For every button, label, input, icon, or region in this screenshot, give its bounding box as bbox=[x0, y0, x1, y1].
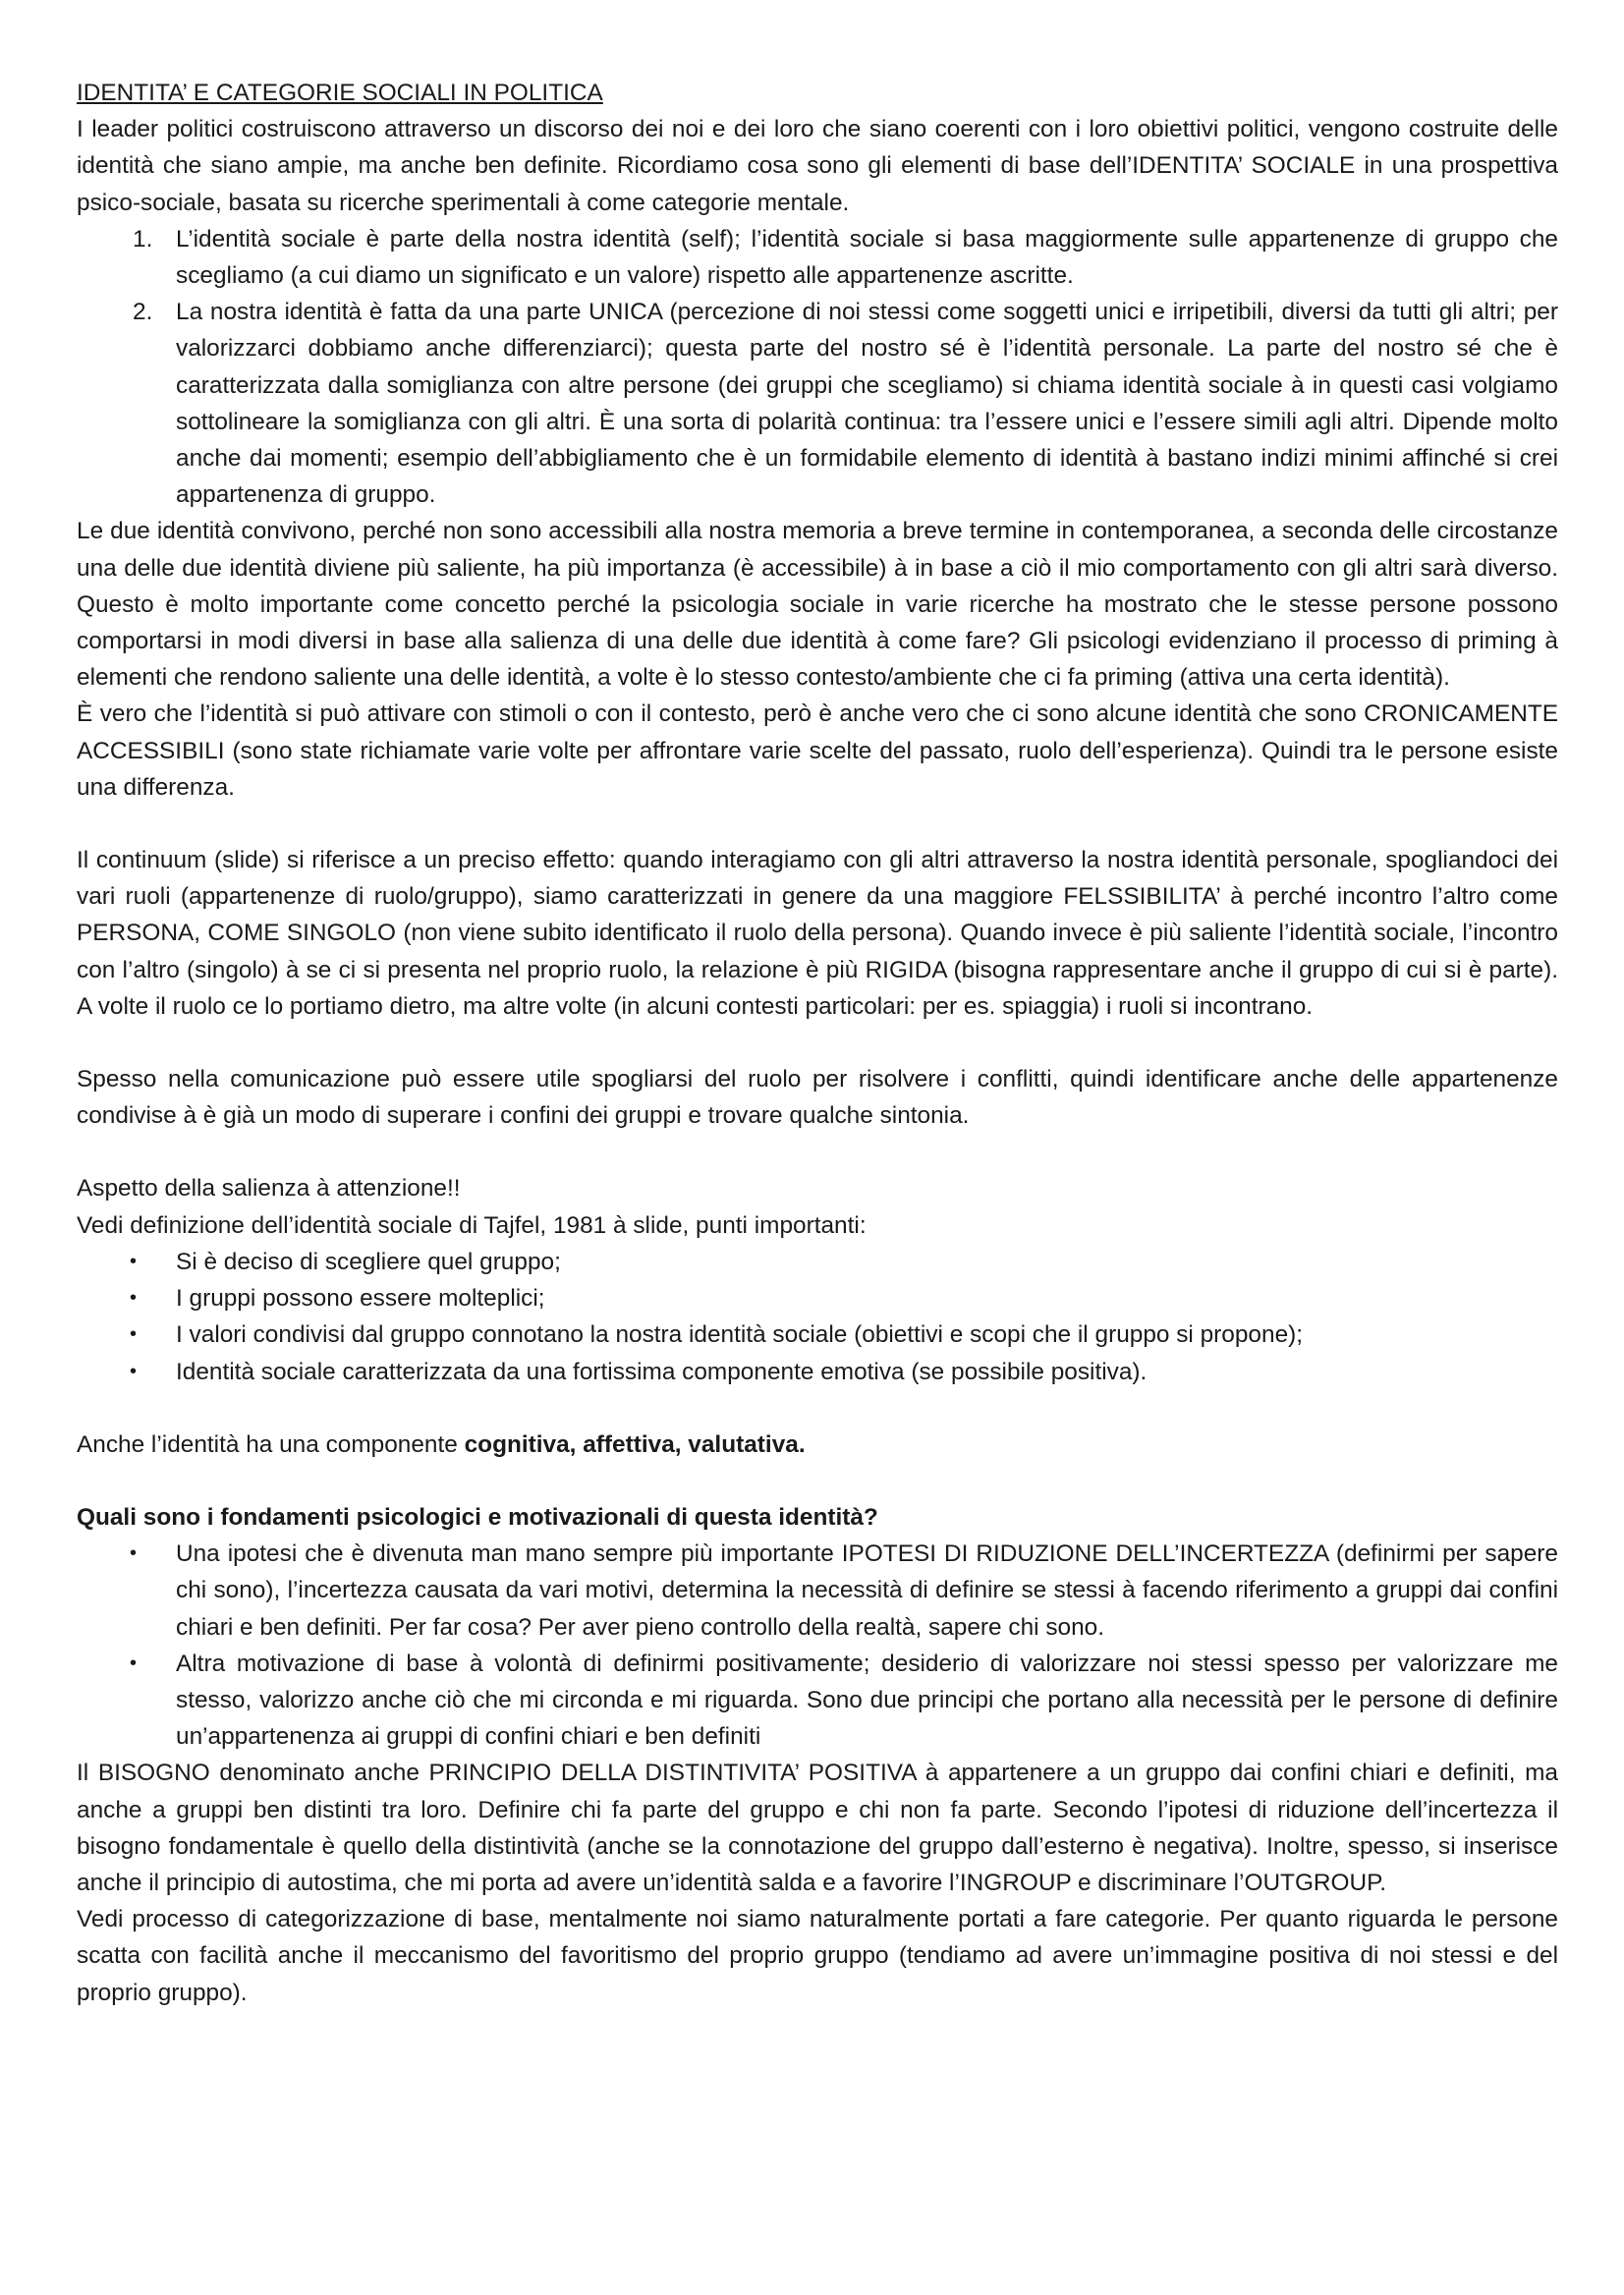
paragraph-cronicamente: È vero che l’identità si può attivare con stimoli o con il contesto, però è anche vero che ci sono alcune identità che sono CRONICAMENTE ACCESSIBILI (sono state richiamate varie volte per affrontare varie scelte del passato, ruolo dell’esperienza). Quindi tra le persone esiste una differenza. bbox=[77, 700, 1558, 801]
bullet-item bbox=[77, 1316, 1558, 1353]
list-number: 1. bbox=[133, 225, 153, 252]
numbered-list bbox=[77, 221, 1558, 514]
section-question bbox=[77, 1499, 1558, 1536]
bullet-icon: • bbox=[130, 1323, 138, 1346]
paragraph-bisogno: Il BISOGNO denominato anche PRINCIPIO DELLA DISTINTIVITA’ POSITIVA à appartenere a un gruppo dai confini chiari e definiti, ma anche a gruppi ben distinti tra loro. Definire chi fa parte del gruppo e chi non fa parte. Secondo l’ipotesi di riduzione dell’incertezza il bisogno fondamentale è quello della distintività (anche se la connotazione del gruppo dall’esterno è negativa). Inoltre, spesso, si inserisce anche il principio di autostima, che mi porta ad avere un’identità salda e a favorire l’INGROUP e discriminare l’OUTGROUP. bbox=[77, 1760, 1558, 1896]
componente-bold: cognitiva, affettiva, valutativa. bbox=[464, 1430, 806, 1458]
bullet-item bbox=[77, 1244, 1558, 1280]
bullet-icon: • bbox=[130, 1360, 138, 1382]
bullet-text: Si è deciso di scegliere quel gruppo; bbox=[176, 1248, 561, 1275]
paragraph-convivono: Le due identità convivono, perché non sono accessibili alla nostra memoria a breve termine in contemporanea, a seconda delle circostanze una delle due identità diviene più saliente, ha più importanza (è accessibile) à in base a ciò il mio comportamento con gli altri sarà diverso. Questo è molto importante come concetto perché la psicologia sociale in varie ricerche ha mostrato che le stesse persone possono comportarsi in modi diversi in base alla salienza di una delle due identità à come fare? Gli psicologi evidenziano il processo di priming à elementi che rendono saliente una delle identità, a volte è lo stesso contesto/ambiente che ci fa priming (attiva una certa identità). bbox=[77, 518, 1558, 692]
spacer bbox=[77, 1463, 1558, 1499]
bullet-item bbox=[77, 1354, 1558, 1390]
paragraph-spesso: Spesso nella comunicazione può essere utile spogliarsi del ruolo per risolvere i conflitti, quindi identificare anche delle appartenenze condivise à è già un modo di superare i confini dei gruppi e trovare qualche sintonia. bbox=[77, 1066, 1558, 1130]
numbered-item bbox=[77, 294, 1558, 513]
list-number: 2. bbox=[133, 299, 153, 326]
bullet-list-tajfel bbox=[77, 1244, 1558, 1390]
bullet-item bbox=[77, 1646, 1558, 1756]
bullet-text: Identità sociale caratterizzata da una fortissima componente emotiva (se possibile positiva). bbox=[176, 1358, 1148, 1385]
bullet-icon: • bbox=[130, 1651, 138, 1674]
question-text: Quali sono i fondamenti psicologici e motivazionali di questa identità? bbox=[77, 1503, 878, 1531]
paragraph-continuum: Il continuum (slide) si riferisce a un preciso effetto: quando interagiamo con gli altri attraverso la nostra identità personale, spogliandoci dei vari ruoli (appartenenze di ruolo/gruppo), siamo caratterizzati in genere da una maggiore FELSSIBILITA’ à perché incontro l’altro come PERSONA, COME SINGOLO (non viene subito identificato il ruolo della persona). Quando invece è più saliente l’identità sociale, l’incontro con l’altro (singolo) à se ci si presenta nel proprio ruolo, la relazione è più RIGIDA (bisogna rappresentare anche il gruppo di cui si è parte). A volte il ruolo ce lo portiamo dietro, ma altre volte (in alcuni contesti particolari: per es. spiaggia) i ruoli si incontrano. bbox=[77, 847, 1558, 1020]
paragraph-categorizzazione: Vedi processo di categorizzazione di base, mentalmente noi siamo naturalmente portati a fare categorie. Per quanto riguarda le persone scatta con facilità anche il meccanismo del favoritismo del proprio gruppo (tendiamo ad avere un’immagine positiva di noi stessi e del proprio gruppo). bbox=[77, 1906, 1558, 2006]
bullet-text: I gruppi possono essere molteplici; bbox=[176, 1285, 545, 1313]
bullet-icon: • bbox=[130, 1287, 138, 1310]
bullet-text: I valori condivisi dal gruppo connotano la nostra identità sociale (obiettivi e scopi che il gruppo si propone); bbox=[176, 1321, 1304, 1349]
bullet-icon: • bbox=[130, 1250, 138, 1272]
paragraph-salienza: Aspetto della salienza à attenzione!! bbox=[77, 1175, 461, 1203]
spacer bbox=[77, 1134, 1558, 1170]
spacer bbox=[77, 1390, 1558, 1427]
bullet-text: Altra motivazione di base à volontà di definirmi positivamente; desiderio di valorizzare noi stessi spesso per valorizzare me stesso, valorizzo anche ciò che mi circonda e mi riguarda. Sono due principi che portano alla necessità per le persone di definire un’appartenenza ai gruppi di confini chiari e ben definiti bbox=[176, 1650, 1558, 1751]
bullet-item bbox=[77, 1536, 1558, 1646]
paragraph-componente bbox=[77, 1427, 1558, 1463]
intro-paragraph: I leader politici costruiscono attraverso un discorso dei noi e dei loro che siano coerenti con i loro obiettivi politici, vengono costruite delle identità che siano ampie, ma anche ben definite. Ricordiamo cosa sono gli elementi di base dell’IDENTITA’ SOCIALE in una prospettiva psico-sociale, basata su ricerche sperimentali à come categorie mentale. bbox=[77, 116, 1558, 216]
document-page bbox=[77, 75, 1558, 2011]
numbered-item bbox=[77, 221, 1558, 294]
list-item-text: La nostra identità è fatta da una parte UNICA (percezione di noi stessi come soggetti unici e irripetibili, diversi da tutti gli altri; per valorizzarci dobbiamo anche differenziarci); questa parte del nostro sé è l’identità personale. La parte del nostro sé che è caratterizzata dalla somiglianza con altre persone (dei gruppi che scegliamo) si chiama identità sociale à in questi casi volgiamo sottolineare la somiglianza con gli altri. È una sorta di polarità continua: tra l’essere unici e l’essere simili agli altri. Dipende molto anche dai momenti; esempio dell’abbigliamento che è un formidabile elemento di identità à bastano indizi minimi affinché si crei appartenenza di gruppo. bbox=[176, 299, 1558, 509]
bullet-item bbox=[77, 1280, 1558, 1316]
componente-text: Anche l’identità ha una componente bbox=[77, 1430, 465, 1458]
list-item-text: L’identità sociale è parte della nostra identità (self); l’identità sociale si basa maggiormente sulle appartenenze di gruppo che scegliamo (a cui diamo un significato e un valore) rispetto alle appartenenze ascritte. bbox=[176, 225, 1558, 290]
paragraph-tajfel: Vedi definizione dell’identità sociale di Tajfel, 1981 à slide, punti importanti: bbox=[77, 1211, 867, 1239]
page-title: IDENTITA’ E CATEGORIE SOCIALI IN POLITICA bbox=[77, 80, 603, 106]
bullet-icon: • bbox=[130, 1542, 138, 1565]
bullet-list-fondamenti bbox=[77, 1536, 1558, 1755]
spacer bbox=[77, 806, 1558, 842]
bullet-text: Una ipotesi che è divenuta man mano sempre più importante IPOTESI DI RIDUZIONE DELL’INCERTEZZA (definirmi per sapere chi sono), l’incertezza causata da vari motivi, determina la necessità di definire se stessi à facendo riferimento a gruppi dai confini chiari e ben definiti. Per far cosa? Per aver pieno controllo della realtà, sapere chi sono. bbox=[176, 1540, 1558, 1641]
spacer bbox=[77, 1025, 1558, 1061]
